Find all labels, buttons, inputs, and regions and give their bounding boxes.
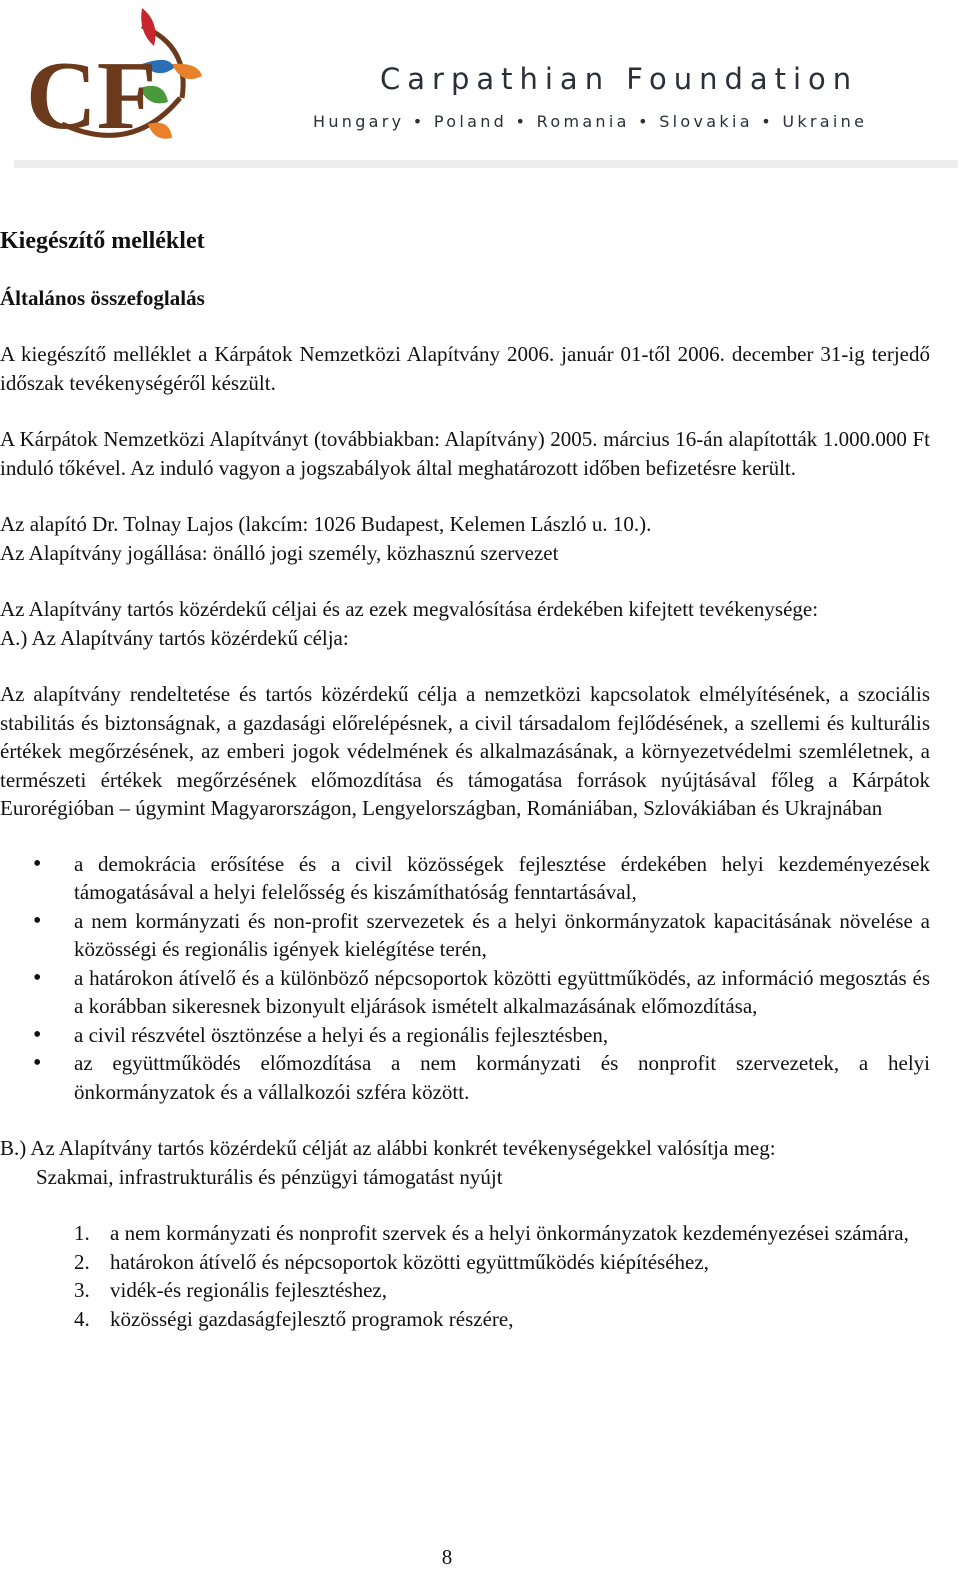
item-text: közösségi gazdaságfejlesztő programok részére, <box>110 1306 514 1331</box>
legal-status-line: Az Alapítvány jogállása: önálló jogi személy, közhasznú szervezet <box>0 540 559 565</box>
list-item: • a civil részvétel ösztönzése a helyi és a regionális fejlesztésben, <box>0 1021 930 1050</box>
list-item <box>0 1276 930 1305</box>
organization-name: Carpathian Foundation <box>380 62 859 96</box>
orange-leaf-icon <box>172 64 202 79</box>
item-number: 2. <box>74 1249 90 1274</box>
goal-a-heading: A.) Az Alapítvány tartós közérdekű célja: <box>0 625 349 650</box>
goals-intro-paragraph: Az Alapítvány tartós közérdekű céljai és az ezek megvalósítása érdekében kifejtett tevékenysége: <box>0 597 819 621</box>
document-title: Kiegészítő melléklet <box>0 228 205 254</box>
country-list: Hungary • Poland • Romania • Slovakia • Ukraine <box>313 112 868 131</box>
goals-bullet-list <box>0 850 930 1107</box>
list-item <box>0 1248 930 1277</box>
section-heading: Általános összefoglalás <box>0 286 205 310</box>
document-body <box>0 226 930 1333</box>
item-text: határokon átívelő és népcsoportok közötti együttműködés kiépítéséhez, <box>110 1249 709 1274</box>
item-text: vidék-és regionális fejlesztéshez, <box>110 1278 387 1302</box>
founding-paragraph: A Kárpátok Nemzetközi Alapítványt (továbbiakban: Alapítvány) 2005. március 16-án alapították 1.000.000 Ft induló tőkével. Az induló vagyon a jogszabályok által meghatározott időben befizetésre került. <box>0 427 930 480</box>
list-item <box>0 1219 930 1248</box>
red-leaf-icon <box>141 8 155 46</box>
purpose-paragraph: Az alapítvány rendeltetése és tartós közérdekű célja a nemzetközi kapcsolatok elmélyítésének, a szociális stabilitás és biztonságnak, a gazdasági előrelépésnek, a civil társadalom fejlődésének, a szellemi és kulturális értékek megőrzésének, az emberi jogok védelmének és alkalmazásának, a környezetvédelmi szemléletnek, a természeti értékek megőrzésének előmozdítása és támogatása források nyújtásával főleg a Kárpátok Eurorégióban – úgymint Magyarországon, Lengyelországban, Romániában, Szlovákiában és Ukrajnában <box>0 682 930 820</box>
header-divider <box>14 160 958 168</box>
page-number: 8 <box>441 1545 453 1569</box>
intro-paragraph: A kiegészítő melléklet a Kárpátok Nemzetközi Alapítvány 2006. január 01-től 2006. december 31-ig terjedő időszak tevékenységéről készült. <box>0 342 930 395</box>
list-item: • az együttműködés előmozdítása a nem kormányzati és nonprofit szervezetek, a helyi önkormányzatok és a vállalkozói szféra között. <box>0 1049 930 1106</box>
item-number: 4. <box>74 1306 90 1331</box>
carpathian-foundation-logo <box>22 6 212 146</box>
list-item: • a demokrácia erősítése és a civil közösségek fejlesztése érdekében helyi kezdeményezések támogatásával a helyi felelősség és kiszámíthatóság fenntartásával, <box>0 850 930 907</box>
list-item <box>0 1305 930 1334</box>
founder-line: Az alapító Dr. Tolnay Lajos (lakcím: 1026 Budapest, Kelemen László u. 10.). <box>0 512 652 536</box>
list-item: • a határokon átívelő és a különböző népcsoportok közötti együttműködés, az információ megosztás és a korábban sikeresnek bizonyult eljárások ismételt alkalmazásának előmozdítása, <box>0 964 930 1021</box>
list-item: • a nem kormányzati és non-profit szervezetek és a helyi önkormányzatok kapacitásának növelése a közösségi és regionális igények kielégítése terén, <box>0 907 930 964</box>
support-line: Szakmai, infrastrukturális és pénzügyi támogatást nyújt <box>36 1164 503 1189</box>
activities-numbered-list <box>0 1219 930 1333</box>
logo-graphic <box>22 6 212 146</box>
page-header <box>0 0 960 170</box>
goal-b-heading: B.) Az Alapítvány tartós közérdekű célját az alábbi konkrét tevékenységekkel valósítja meg: <box>0 1136 776 1160</box>
item-text: a nem kormányzati és nonprofit szervek és a helyi önkormányzatok kezdeményezései számára, <box>110 1221 909 1245</box>
item-number: 3. <box>74 1278 90 1302</box>
item-number: 1. <box>74 1221 90 1245</box>
logo-text: CF <box>26 42 157 146</box>
